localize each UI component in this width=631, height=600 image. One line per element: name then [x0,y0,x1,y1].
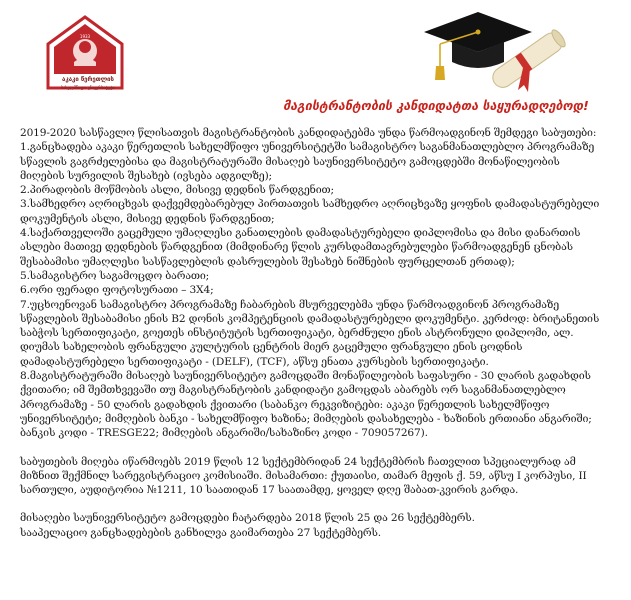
text-line: 7.უცხოენოვან სამაგისტრო პროგრამაზე ჩაბარების მსურველებმა უნდა წარმოადგინონ პროგრამაზე [20,298,559,311]
text-line: დოკუმენტის ასლი, მისივე დედნის წარდგენით; [20,212,275,225]
graduation-cap-diploma-icon [418,6,578,96]
page-headline: მაგისტრანტობის კანდიდატთა საყურადღებოდ! [283,98,589,113]
announcement-body [20,126,620,540]
text-line: 2019-2020 სასწავლო წლისათვის მაგისტრანტობის კანდიდატებმა უნდა წარმოადგინონ შემდეგი საბუთები: [20,127,597,139]
text-line: სწავლის გაგრძელებისა და მაგისტრატურაში მისაღებ საუნივერსიტეტო გამოცდებში მონაწილეობის [20,155,560,168]
text-line: 2.პირადობის მოწმობის ასლი, მისივე დედნის წარდგენით; [20,184,334,197]
text-line: 3.სამხედრო აღრიცხვას დაქვემდებარებულ პირთათვის სამხედრო აღრიცხვაზე ყოფნის დამადასტურებელი [20,198,600,211]
text-line: პროგრამაზე - 50 ლარის გადახდის ქვითარი (საბანკო რეკვიზიტები: აკაკი წერეთლის სახელმწიფო [20,398,550,411]
text-line: ასლები მათივე დედნების წარდგენით (მიმდინარე წლის კურსდამთავრებულები წარმოადგენენ ცნობას [20,241,573,254]
text-line: სწავლების შესაბამისი ენის B2 დონის კომპეტენციის დამადასტურებელი დოკუმენტი. კერძოდ: ბრიტანეთის [20,312,600,325]
text-line: დიუმას სახელობის ფრანგული კულტურის ცენტრის მიერ გაცემული ფრანგული ენის ცოდნის [20,341,523,354]
text-line: ბანკის კოდი - TRESGE22; მიმღების ანგარიში/სახაზინო კოდი - 709057267). [20,427,428,440]
logo-text-line2: სახელმწიფო უნივერსიტეტი [61,85,115,90]
text-line: მიღების სურვილის შესახებ (ივსება ადგილზე); [20,169,272,182]
text-line: საბჭოს სერთიფიკატი, გოეთეს ინსტიტუტის სერთიფიკატი, ბერძნული ენის ასტრონული დიპლომი, ალ. [20,327,574,340]
text-line: 4.საქართველოში გაცემული უმაღლესი განათლების დამადასტურებელი დიპლომისა და მისი დანართის [20,227,581,240]
text-line: უნივერსიტეტი; მიმღების ბანკი - სახელმწიფო ხაზინა; მიმღების დასახელება - ხაზინის ერთიანი ანგარიში; [20,412,592,425]
text-line: მისაღები საუნივერსიტეტო გამოცდები ჩატარდება 2018 წლის 25 და 26 სექტემბერს. [20,512,475,525]
text-line: დამადასტურებელი სერთიფიკატი - (DELF), (TCF), აწსუ ენათა კურსების სერთიფიკატი. [20,355,489,368]
text-line: 1.განცხადება აკაკი წერეთლის სახელმწიფო უნივერსიტეტში სამაგისტრო საგანმანათლებლო პროგრამაზე [20,141,595,154]
text-line: საბუთების მიღება იწარმოებს 2019 წლის 12 სექტემბრიდან 24 სექტემბრის ჩათვლით სპეციალურად ამ [20,455,576,468]
logo-text-line1: აკაკი წერეთლის [62,76,114,83]
text-line: ქვითარი; იმ შემთხვევაში თუ მაგისტრანტობის კანდიდატი გამოცდას აბარებს ორ საგანმანათლებლო [20,384,566,397]
text-line: მიზნით შექმნილ სარეგისტრაციო კომისიაში. მისამართი: ქუთაისი, თამარ მეფის ქ. 59, აწსუ I კორპუსი, II [20,469,587,482]
text-line: 8.მაგისტრატურაში მისაღებ საუნივერსიტეტო გამოცდაში მონაწილეობის საფასური - 30 ლარის გადახდის [20,370,591,383]
text-line: სართული, აუდიტორია №1211, 10 საათიდან 17 საათამდე, ყოველ დღე შაბათ-კვირის გარდა. [20,484,519,497]
text-line: შესაბამისი უმაღლესი სასწავლებლის დასრულების შესახებ ნიშნების ფურცელთან ერთად); [20,255,515,268]
text-line: სააპელაციო განცხადებების განხილვა გაიმართება 27 სექტემბერს. [20,526,381,539]
text-line: 5.სამაგისტრო საგამოცდო ბარათი; [20,269,210,282]
svg-text:1933: 1933 [79,34,91,39]
text-line: 6.ორი ფერადი ფოტოსურათი – 3X4; [20,284,214,297]
